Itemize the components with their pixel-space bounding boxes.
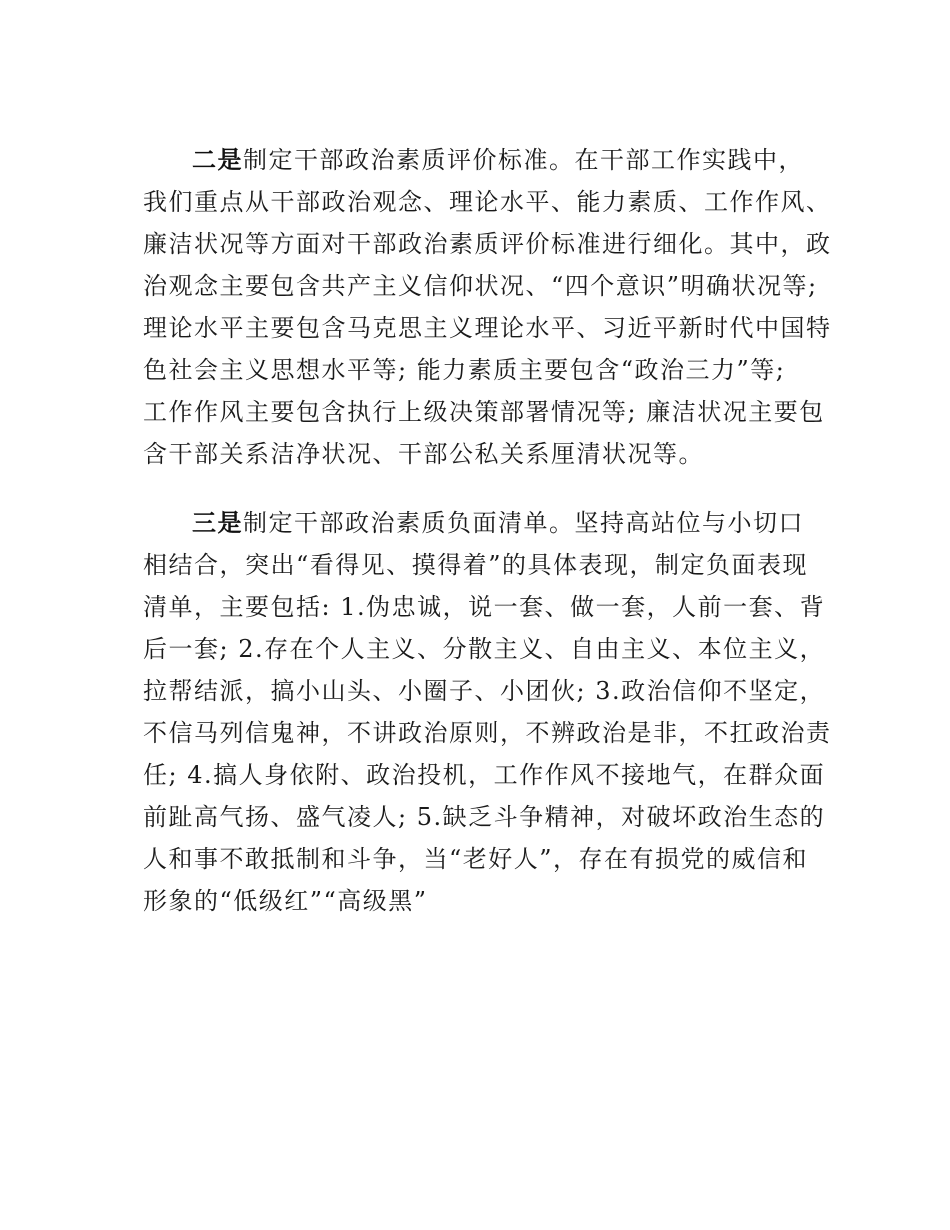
paragraph-1-line-1 (192, 145, 804, 175)
paragraph-1-line-5: 理论水平主要包含马克思主义理论水平、习近平新时代中国特 (143, 314, 832, 342)
paragraph-1-lead: 二是 (192, 146, 243, 174)
paragraph-1-line-2: 我们重点从干部政治观念、理论水平、能力素质、工作作风、 (143, 188, 832, 216)
paragraph-1-line-6: 色社会主义思想水平等; 能力素质主要包含“政治三力”等; (143, 356, 786, 384)
paragraph-2-line-2: 相结合，突出“看得见、摸得着”的具体表现，制定负面表现 (143, 551, 809, 579)
paragraph-2-line-7: 任; 4.搞人身依附、政治投机，工作作风不接地气，在群众面 (143, 761, 826, 789)
paragraph-2-line-9: 人和事不敢抵制和斗争，当“老好人”，存在有损党的威信和 (143, 845, 809, 873)
paragraph-2-lead: 三是 (192, 509, 243, 537)
paragraph-1-line-8: 含干部关系洁净状况、干部公私关系厘清状况等。 (143, 440, 704, 468)
paragraph-2-line-10: 形象的“低级红”“高级黑” (143, 887, 428, 915)
paragraph-2-line-1 (192, 508, 804, 538)
paragraph-1-line-3: 廉洁状况等方面对干部政治素质评价标准进行细化。其中，政 (143, 230, 832, 258)
paragraph-2-line-6: 不信马列信鬼神，不讲政治原则，不辨政治是非，不扛政治责 (143, 719, 832, 747)
paragraph-1-line-7: 工作作风主要包含执行上级决策部署情况等; 廉洁状况主要包 (143, 398, 825, 426)
paragraph-2-line-5: 拉帮结派，搞小山头、小圈子、小团伙; 3.政治信仰不坚定， (143, 677, 826, 705)
paragraph-1-line-1-text: 制定干部政治素质评价标准。在干部工作实践中， (243, 146, 804, 174)
paragraph-2-line-1-text: 制定干部政治素质负面清单。坚持高站位与小切口 (243, 509, 804, 537)
paragraph-2-line-3: 清单，主要包括: 1.伪忠诚，说一套、做一套，人前一套、背 (143, 593, 826, 621)
paragraph-2-line-4: 后一套; 2.存在个人主义、分散主义、自由主义、本位主义， (143, 635, 826, 663)
paragraph-1-line-4: 治观念主要包含共产主义信仰状况、“四个意识”明确状况等; (143, 272, 818, 300)
paragraph-2-line-8: 前趾高气扬、盛气凌人; 5.缺乏斗争精神，对破坏政治生态的 (143, 803, 826, 831)
